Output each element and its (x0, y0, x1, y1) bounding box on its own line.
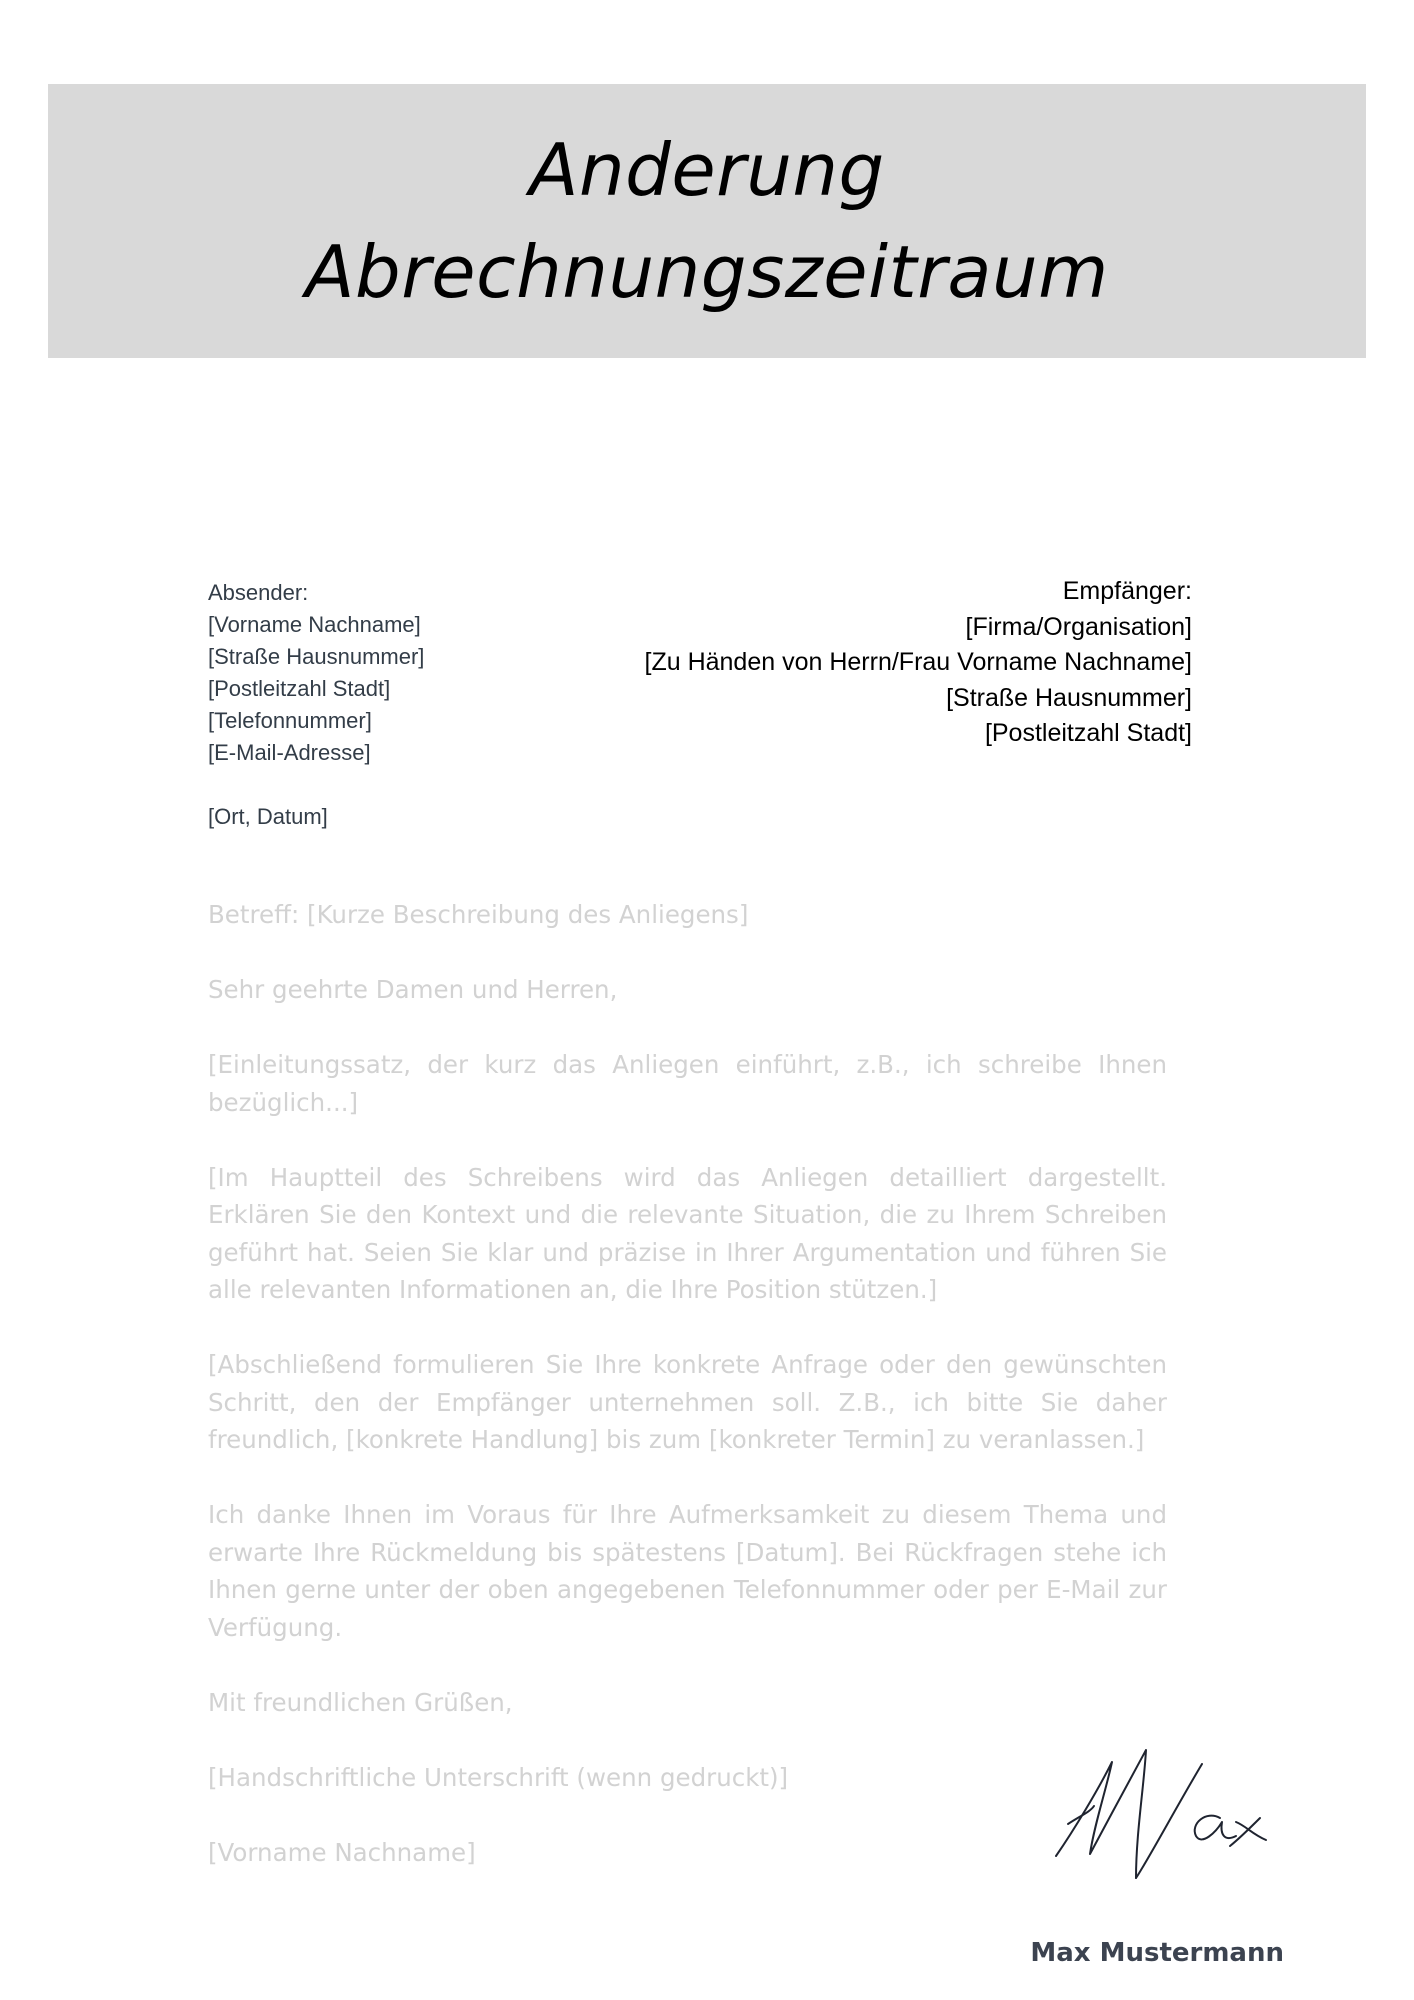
recipient-label: Empfänger: (1062, 577, 1192, 605)
subject-line: Betreff: [Kurze Beschreibung des Anliegens] (208, 900, 749, 929)
sender-name: [Vorname Nachname] (208, 612, 421, 637)
salutation: Sehr geehrte Damen und Herren, (208, 975, 618, 1004)
title-banner (48, 84, 1366, 358)
recipient-attention: [Zu Händen von Herrn/Frau Vorname Nachname] (644, 648, 1192, 676)
sender-label: Absender: (208, 580, 309, 605)
document-title-line-1: Anderung (529, 128, 885, 212)
printed-signer-name: Max Mustermann (1030, 1938, 1284, 1968)
recipient-street: [Straße Hausnummer] (946, 683, 1192, 712)
letter-body (208, 896, 1167, 1909)
sender-street: [Straße Hausnummer] (208, 644, 425, 669)
handwritten-signature (1050, 1742, 1280, 1892)
sender-block (208, 577, 424, 833)
intro-paragraph: [Einleitungssatz, der kurz das Anliegen einführt, z.B., ich schreibe Ihnen bezüglich...] (208, 1050, 1167, 1117)
sender-email: [E-Mail-Adresse] (208, 740, 371, 765)
name-placeholder: [Vorname Nachname] (208, 1837, 476, 1867)
sender-city: [Postleitzahl Stadt] (208, 676, 391, 701)
request-paragraph: [Abschließend formulieren Sie Ihre konkrete Anfrage oder den gewünschten Schritt, den der Empfänger unternehmen soll. Z.B., ich bitte Sie daher freundlich, [konkrete Handlung] bis zum [konkreter Termin] zu veranlassen.] (208, 1350, 1167, 1454)
place-date: [Ort, Datum] (208, 804, 328, 829)
closing: Mit freundlichen Grüßen, (208, 1687, 513, 1717)
recipient-city: [Postleitzahl Stadt] (984, 719, 1192, 747)
recipient-company: [Firma/Organisation] (965, 612, 1192, 641)
thanks-paragraph: Ich danke Ihnen im Voraus für Ihre Aufmerksamkeit zu diesem Thema und erwarte Ihre Rückmeldung bis spätestens [Datum]. Bei Rückfragen stehe ich Ihnen gerne unter der oben angegebenen Telefonnummer oder per E-Mail zur Verfügung. (208, 1500, 1167, 1642)
sender-phone: [Telefonnummer] (208, 708, 372, 733)
signature-placeholder: [Handschriftliche Unterschrift (wenn gedruckt)] (208, 1762, 789, 1792)
main-paragraph: [Im Hauptteil des Schreibens wird das Anliegen detailliert dargestellt. Erklären Sie den Kontext und die relevante Situation, die zu Ihrem Schreiben geführt hat. Seien Sie klar und präzise in Ihrer Argumentation und führen Sie alle relevanten Informationen an, die Ihre Position stützen.] (208, 1162, 1167, 1304)
document-title-line-2: Abrechnungszeitraum (305, 230, 1109, 314)
recipient-block (645, 574, 1193, 752)
